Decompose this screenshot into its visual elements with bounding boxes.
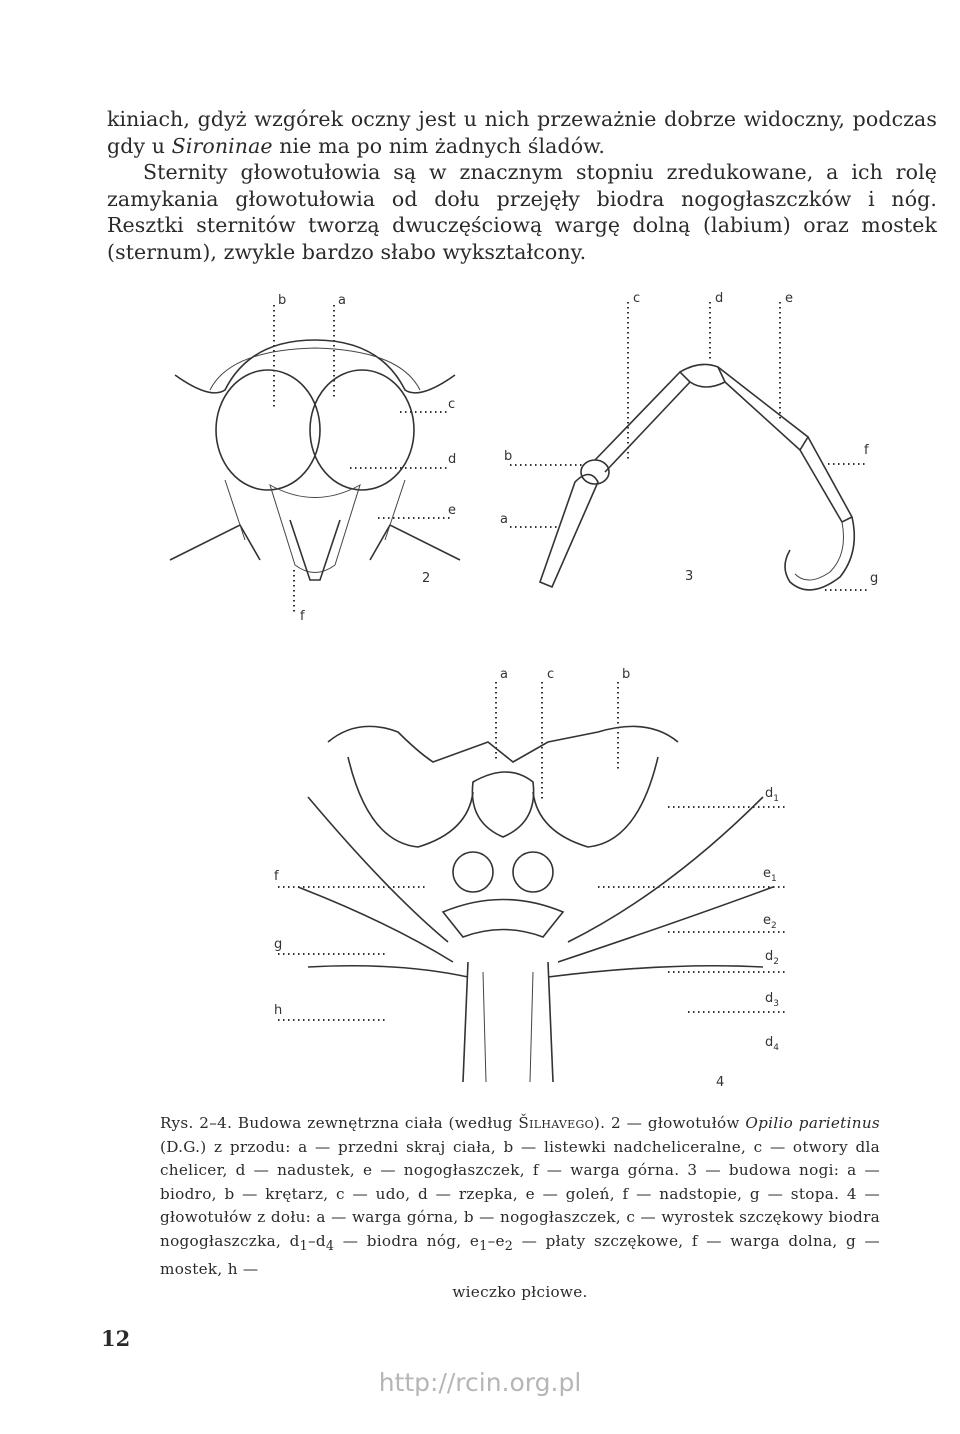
fig4-label-a: a: [500, 667, 508, 682]
fig4-label-d1: $d_1$: [765, 786, 779, 804]
figure-2-drawing: [150, 280, 480, 640]
fig4-label-e1: $e_1$: [763, 866, 777, 884]
paragraph-2: Sternity głowotułowia są w znacznym stopniu zredukowane, a ich rolę zamykania głowotułowia od dołu przejęły biodra nogogłaszczków i nóg. Resztki sternitów tworzą dwuczęściową wargę dolną (labium) oraz mostek (sternum), zwykle bardzo słabo wykształcony.: [107, 160, 937, 264]
fig4-label-f: f: [274, 869, 279, 884]
watermark-link[interactable]: http://rcin.org.pl: [378, 1368, 582, 1397]
fig2-label-f: f: [300, 609, 305, 624]
figure-2: [150, 280, 480, 640]
fig3-label-f: f: [864, 443, 869, 458]
fig4-label-e2: $e_2$: [763, 913, 777, 931]
body-text: [107, 106, 937, 265]
paragraph-1: [107, 106, 937, 159]
figure-3-drawing: [490, 282, 890, 612]
fig4-label-b: b: [622, 667, 631, 682]
figure-3: [490, 282, 890, 612]
fig3-label-a: a: [500, 512, 508, 527]
p1-text: kiniach, gdyż wzgórek oczny jest u nich przeważnie dobrze widoczny, podczas gdy u: [107, 107, 937, 158]
fig3-label-e: e: [785, 291, 793, 306]
fig2-label-b: b: [278, 293, 287, 308]
figure-4-drawing: [268, 662, 808, 1094]
fig4-label-d4: $d_4$: [765, 1035, 779, 1053]
fig4-number: 4: [716, 1075, 725, 1090]
fig4-label-g: g: [274, 937, 283, 952]
fig4-label-d3: $d_3$: [765, 991, 779, 1009]
fig2-label-e: e: [448, 503, 456, 518]
fig4-label-h: h: [274, 1003, 283, 1018]
fig4-label-c: c: [547, 667, 555, 682]
fig4-label-d2: $d_2$: [765, 949, 779, 967]
fig3-label-g: g: [870, 571, 879, 586]
p1-text-end: nie ma po nim żadnych śladów.: [272, 133, 605, 158]
fig2-number: 2: [422, 571, 431, 586]
fig3-number: 3: [685, 569, 694, 584]
page-number: 12: [101, 1326, 131, 1351]
fig3-label-b: b: [504, 449, 513, 464]
figure-caption: Rys. 2–4. Budowa zewnętrzna ciała (według Šilhavego). 2 — głowotułów Opilio parietinus (D.G.) z przodu: a — przedni skraj ciała, b — listewki nadcheliceralne, c — otwory dla chelicer, d — nadustek, e — nogogłaszczek, f — warga górna. 3 — budowa nogi: a — biodro, b — krętarz, c — udo, d — rzepka, e — goleń, f — nadstopie, g — stopa. 4 — głowotułów z dołu: a — warga górna, b — nogogłaszczek, c — wyrostek szczękowy biodra nogogłaszczka, $d_1-d_4$ — biodra nóg, $e_1-e_2$ — płaty szczękowe, f — warga dolna, g — mostek, h — wieczko płciowe.: [160, 1112, 880, 1305]
fig2-label-c: c: [448, 397, 456, 412]
fig2-label-d: d: [448, 452, 457, 467]
fig3-label-c: c: [633, 291, 641, 306]
figure-4: [268, 662, 808, 1094]
caption-last-line: wieczko płciowe.: [452, 1283, 588, 1302]
fig3-label-d: d: [715, 291, 724, 306]
fig2-label-a: a: [338, 293, 346, 308]
p1-italic: Sironinae: [171, 133, 273, 158]
